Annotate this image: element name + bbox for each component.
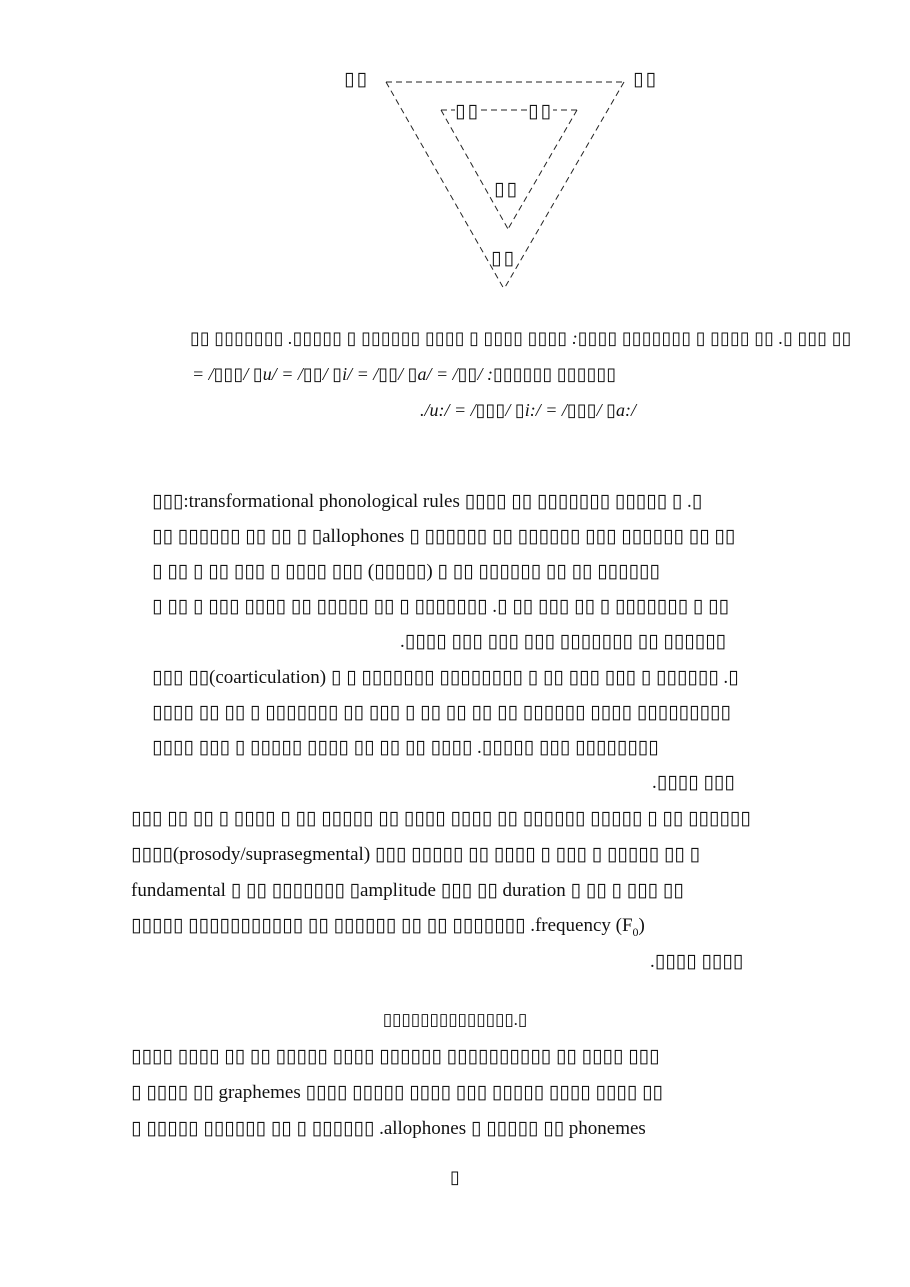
f0-subscript: 0 xyxy=(632,924,639,939)
section-heading: ▯▯▯▯▯▯▯▯▯▯▯▯▯▯.▯ xyxy=(382,1010,528,1029)
triangle-label-top-left: ▯▯ xyxy=(344,69,369,90)
vowel-triangle-diagram xyxy=(0,0,910,310)
paragraph-3-line-5: .▯▯▯▯ ▯▯▯▯ xyxy=(650,951,744,972)
paragraph-2-line-2: ▯▯▯▯ ▯▯ ▯▯ ▯ ▯▯▯▯▯▯▯ ▯▯ ▯▯▯ ▯ ▯▯ ▯▯ ▯▯ ▯▯ ▯▯▯▯▯▯ ▯▯▯▯ ▯▯▯▯▯▯▯▯▯ xyxy=(152,702,731,723)
triangle-label-inner-left: ▯▯ xyxy=(455,101,480,122)
paragraph-1-line-4: ▯ ▯▯ ▯ ▯▯▯ ▯▯▯▯ ▯▯ ▯▯▯▯▯ ▯▯ ▯ ▯▯▯▯▯▯▯ .▯ ▯▯ ▯▯▯ ▯▯ ▯ ▯▯▯▯▯▯▯ ▯ ▯▯ xyxy=(152,596,729,617)
triangle-label-inner-right: ▯▯ xyxy=(528,101,553,122)
page-number: ▯ xyxy=(450,1167,460,1187)
paragraph-4-line-3: ▯ ▯▯▯▯▯ ▯▯▯▯▯▯ ▯▯ ▯ ▯▯▯▯▯▯ .allophones ▯ ▯▯▯▯▯ ▯▯ phonemes xyxy=(131,1118,646,1139)
inner-triangle-left xyxy=(441,110,508,229)
f0-close-paren: ) xyxy=(638,915,645,936)
paragraph-4-line-1: ▯▯▯▯ ▯▯▯▯ ▯▯ ▯▯ ▯▯▯▯▯ ▯▯▯▯ ▯▯▯▯▯▯ ▯▯▯▯▯▯▯▯▯▯ ▯▯ ▯▯▯▯ ▯▯▯ xyxy=(131,1046,660,1067)
triangle-label-top-right: ▯▯ xyxy=(633,69,658,90)
figure-caption-line-2: = /▯▯▯/ ▯u/ = /▯▯/ ▯i/ = /▯▯/ ▯a/ = /▯▯/ :▯▯▯▯▯▯ ▯▯▯▯▯▯ xyxy=(192,364,617,384)
figure-caption-line-1: ▯▯ ▯▯▯▯▯▯▯ .▯▯▯▯▯ ▯ ▯▯▯▯▯▯ ▯▯▯▯ ▯ ▯▯▯▯ ▯▯▯▯ :▯▯▯▯ ▯▯▯▯▯▯▯ ▯ ▯▯▯▯ ▯▯ .▯ ▯▯▯ ▯▯ xyxy=(190,328,852,348)
paragraph-1-line-5: .▯▯▯▯ ▯▯▯ ▯▯▯ ▯▯▯ ▯▯▯▯▯▯▯ ▯▯ ▯▯▯▯▯▯ xyxy=(400,631,727,652)
paragraph-3-line-4-text: ▯▯▯▯▯ ▯▯▯▯▯▯▯▯▯▯▯ ▯▯ ▯▯▯▯▯▯ ▯▯ ▯▯ ▯▯▯▯▯▯▯ .frequency (F xyxy=(131,915,633,936)
outer-triangle-right xyxy=(504,82,624,289)
paragraph-2-line-4: .▯▯▯▯ ▯▯▯ xyxy=(652,772,735,793)
triangle-label-outer-bottom: ▯▯ xyxy=(491,248,516,269)
paragraph-3-line-4 xyxy=(131,914,645,944)
figure-caption-line-3: ./u:/ = /▯▯▯/ ▯i:/ = /▯▯▯/ ▯a:/ xyxy=(420,400,637,420)
paragraph-4-line-2: ▯ ▯▯▯▯ ▯▯ graphemes ▯▯▯▯ ▯▯▯▯▯ ▯▯▯▯ ▯▯▯ ▯▯▯▯▯ ▯▯▯▯ ▯▯▯▯ ▯▯ xyxy=(131,1082,663,1103)
paragraph-1-line-3: ▯ ▯▯ ▯ ▯▯ ▯▯▯ ▯ ▯▯▯▯ ▯▯▯ (▯▯▯▯▯) ▯ ▯▯ ▯▯▯▯▯▯ ▯▯ ▯▯ ▯▯▯▯▯▯ xyxy=(152,561,660,582)
paragraph-2-line-1: ▯▯▯ ▯▯(coarticulation) ▯ ▯ ▯▯▯▯▯▯▯ ▯▯▯▯▯▯▯▯ ▯ ▯▯ ▯▯▯ ▯▯▯ ▯ ▯▯▯▯▯▯ .▯ xyxy=(152,667,739,688)
paragraph-2-line-3: ▯▯▯▯ ▯▯▯ ▯ ▯▯▯▯▯ ▯▯▯▯ ▯▯ ▯▯ ▯▯ ▯▯▯▯ .▯▯▯▯▯ ▯▯▯ ▯▯▯▯▯▯▯▯ xyxy=(152,737,659,758)
triangle-label-inner-bottom: ▯▯ xyxy=(494,179,519,200)
paragraph-3-line-1: ▯▯▯ ▯▯ ▯▯ ▯ ▯▯▯▯ ▯ ▯▯ ▯▯▯▯▯ ▯▯ ▯▯▯▯ ▯▯▯▯ ▯▯ ▯▯▯▯▯▯ ▯▯▯▯▯ ▯ ▯▯ ▯▯▯▯▯▯ xyxy=(131,808,751,829)
paragraph-3-line-2: ▯▯▯▯(prosody/suprasegmental) ▯▯▯ ▯▯▯▯▯ ▯▯ ▯▯▯▯ ▯ ▯▯▯ ▯ ▯▯▯▯▯ ▯▯ ▯ xyxy=(131,844,700,865)
outer-triangle-left xyxy=(386,82,504,289)
paragraph-1-line-2: ▯▯ ▯▯▯▯▯▯ ▯▯ ▯▯ ▯ ▯allophones ▯ ▯▯▯▯▯▯ ▯▯ ▯▯▯▯▯▯ ▯▯▯ ▯▯▯▯▯▯ ▯▯ ▯▯ xyxy=(152,526,736,547)
paragraph-3-line-3: fundamental ▯ ▯▯ ▯▯▯▯▯▯▯ ▯amplitude ▯▯▯ ▯▯ duration ▯ ▯▯ ▯ ▯▯▯ ▯▯ xyxy=(131,880,684,901)
inner-triangle-right xyxy=(508,110,577,229)
paragraph-1-line-1: ▯▯▯:transformational phonological rules ▯▯▯▯ ▯▯ ▯▯▯▯▯▯▯ ▯▯▯▯▯ ▯ .▯ xyxy=(152,491,703,512)
